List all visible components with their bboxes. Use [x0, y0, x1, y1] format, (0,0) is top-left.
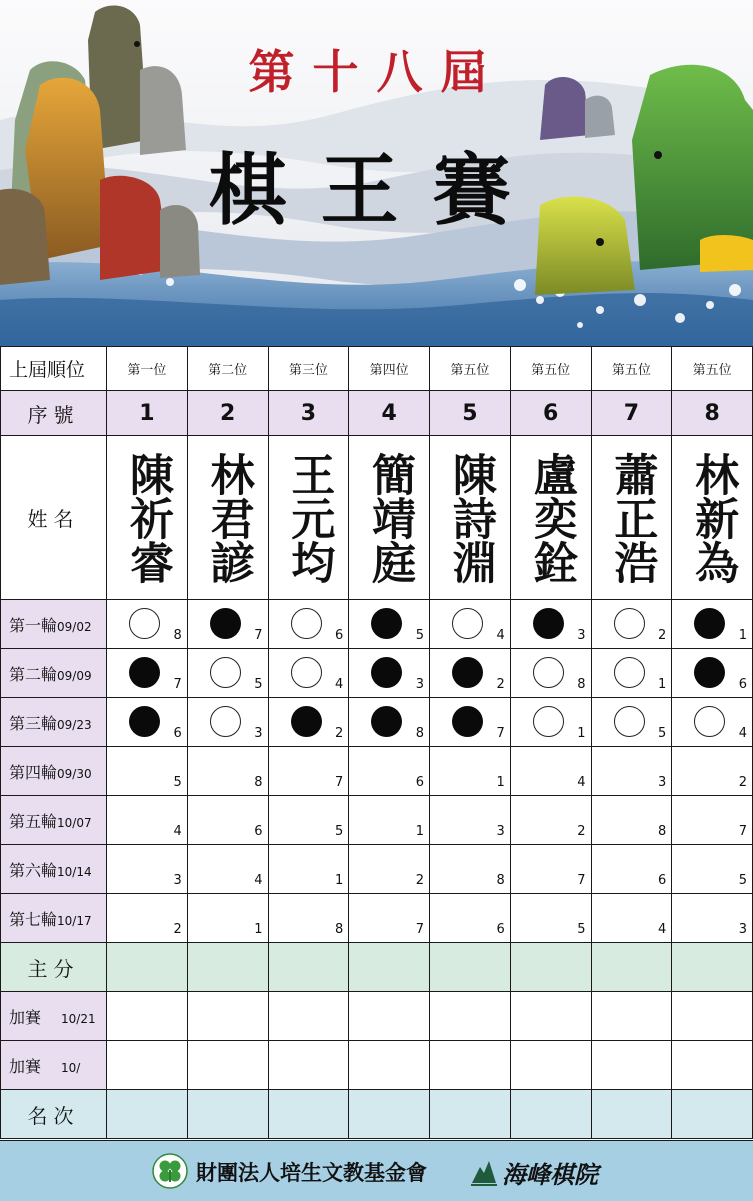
seq-cell: 1: [107, 391, 188, 436]
tiebreak-cell: [430, 1041, 511, 1090]
opponent-number: 3: [657, 775, 667, 790]
white-stone-icon: [452, 608, 483, 639]
opponent-number: 5: [415, 628, 424, 643]
game-cell: [187, 894, 268, 943]
mountain-logo-icon: [470, 1155, 498, 1187]
edition-title: 第十八屆: [248, 45, 505, 99]
opponent-number: 2: [334, 726, 344, 741]
header-banner: [0, 0, 753, 346]
round-date: 10/17: [57, 913, 92, 928]
game-cell: [672, 894, 753, 943]
game-cell: [349, 845, 430, 894]
opponent-number: 3: [254, 726, 263, 741]
player-name: 陳詩淵: [444, 451, 496, 584]
game-cell: [430, 845, 511, 894]
player-name: 林君諺: [202, 451, 254, 584]
game-cell: [107, 600, 188, 649]
opponent-number: 8: [496, 873, 505, 888]
tiebreak-cell: [268, 992, 349, 1041]
standings-table: [0, 346, 753, 1139]
opponent-number: 8: [334, 922, 344, 937]
game-cell: [672, 796, 753, 845]
opponent-number: 5: [173, 775, 182, 790]
opponent-number: 7: [173, 677, 182, 692]
score-cell: [430, 943, 511, 992]
opponent-number: 6: [334, 628, 344, 643]
opponent-number: 5: [334, 824, 344, 839]
opponent-number: 6: [496, 922, 505, 937]
round-name: 第二輪: [9, 664, 58, 684]
score-cell: [268, 943, 349, 992]
score-cell: [591, 943, 672, 992]
score-cell: [510, 943, 591, 992]
player-name-cell: [591, 436, 672, 600]
tiebreak-cell: [672, 992, 753, 1041]
prev-rank-cell: 第五位: [672, 347, 753, 391]
game-cell: [591, 747, 672, 796]
seq-cell: 2: [187, 391, 268, 436]
game-cell: [268, 845, 349, 894]
game-cell: [510, 600, 591, 649]
game-cell: [672, 747, 753, 796]
seq-cell: 6: [510, 391, 591, 436]
opponent-number: 1: [415, 824, 424, 839]
seq-label: 序號: [1, 391, 107, 436]
tiebreak-cell: [349, 992, 430, 1041]
game-cell: [107, 894, 188, 943]
prev-rank-cell: 第四位: [349, 347, 430, 391]
game-cell: [510, 649, 591, 698]
opponent-number: 2: [173, 922, 182, 937]
opponent-number: 7: [254, 628, 263, 643]
game-cell: [510, 894, 591, 943]
game-cell: [672, 600, 753, 649]
tiebreak-name: 加賽: [9, 1056, 42, 1076]
white-stone-icon: [291, 608, 322, 639]
opponent-number: 2: [657, 628, 667, 643]
name-row: [1, 436, 753, 600]
opponent-number: 1: [496, 775, 505, 790]
rank-label: 名次: [1, 1090, 107, 1139]
opponent-number: 4: [577, 775, 586, 790]
white-stone-icon: [614, 608, 645, 639]
opponent-number: 6: [415, 775, 424, 790]
player-name-cell: [510, 436, 591, 600]
white-stone-icon: [533, 706, 564, 737]
game-cell: [268, 600, 349, 649]
opponent-number: 1: [254, 922, 263, 937]
tiebreak-cell: [268, 1041, 349, 1090]
game-cell: [591, 649, 672, 698]
rank-cell: [349, 1090, 430, 1139]
round-date: 09/23: [57, 717, 92, 732]
round-name: 第五輪: [9, 811, 58, 831]
game-cell: [268, 747, 349, 796]
game-cell: [510, 698, 591, 747]
opponent-number: 4: [334, 677, 344, 692]
tournament-title: 棋王賽: [208, 145, 545, 236]
player-name: 林新為: [687, 451, 739, 584]
black-stone-icon: [129, 706, 160, 737]
prev-rank-cell: 第五位: [510, 347, 591, 391]
prev-rank-cell: 第五位: [430, 347, 511, 391]
opponent-number: 4: [496, 628, 505, 643]
seq-cell: 4: [349, 391, 430, 436]
tiebreak-cell: [107, 992, 188, 1041]
player-name-cell: [349, 436, 430, 600]
tiebreak-row: [1, 1041, 753, 1090]
tiebreak-cell: [430, 992, 511, 1041]
tiebreak-date: 10/: [61, 1060, 81, 1075]
black-stone-icon: [694, 608, 725, 639]
game-cell: [430, 649, 511, 698]
white-stone-icon: [210, 657, 241, 688]
game-cell: [107, 649, 188, 698]
player-name-cell: [187, 436, 268, 600]
game-cell: [672, 845, 753, 894]
game-cell: [349, 698, 430, 747]
game-cell: [510, 747, 591, 796]
prev-rank-cell: 第三位: [268, 347, 349, 391]
game-cell: [430, 698, 511, 747]
opponent-number: 1: [738, 628, 747, 643]
game-cell: [510, 845, 591, 894]
round-label: [1, 845, 107, 894]
game-cell: [349, 796, 430, 845]
game-cell: [349, 649, 430, 698]
rank-cell: [430, 1090, 511, 1139]
game-cell: [349, 600, 430, 649]
tiebreak-cell: [349, 1041, 430, 1090]
tiebreak-name: 加賽: [9, 1007, 42, 1027]
score-cell: [672, 943, 753, 992]
opponent-number: 8: [173, 628, 182, 643]
tiebreak-label: [1, 1041, 107, 1090]
opponent-number: 1: [577, 726, 586, 741]
round-name: 第六輪: [9, 860, 58, 880]
round-row: [1, 649, 753, 698]
game-cell: [430, 796, 511, 845]
game-cell: [268, 698, 349, 747]
round-name: 第三輪: [9, 713, 58, 733]
rank-cell: [591, 1090, 672, 1139]
score-cell: [187, 943, 268, 992]
player-name-cell: [430, 436, 511, 600]
opponent-number: 4: [657, 922, 667, 937]
rank-cell: [107, 1090, 188, 1139]
game-cell: [349, 747, 430, 796]
opponent-number: 3: [415, 677, 424, 692]
round-row: [1, 600, 753, 649]
rank-cell: [187, 1090, 268, 1139]
opponent-number: 5: [254, 677, 263, 692]
game-cell: [430, 600, 511, 649]
player-name: 陳祈睿: [121, 451, 173, 584]
round-label: [1, 796, 107, 845]
game-cell: [187, 600, 268, 649]
game-cell: [268, 649, 349, 698]
foundation-name: 財團法人培生文教基金會: [196, 1161, 427, 1185]
opponent-number: 2: [415, 873, 424, 888]
academy-name: 海峰棋院: [502, 1160, 598, 1189]
game-cell: [187, 698, 268, 747]
tiebreak-label: [1, 992, 107, 1041]
black-stone-icon: [533, 608, 564, 639]
player-name: 王元均: [283, 451, 335, 584]
game-cell: [510, 796, 591, 845]
score-cell: [349, 943, 430, 992]
game-cell: [591, 698, 672, 747]
opponent-number: 7: [334, 775, 344, 790]
opponent-number: 3: [173, 873, 182, 888]
score-cell: [107, 943, 188, 992]
tiebreak-cell: [107, 1041, 188, 1090]
round-date: 09/30: [57, 766, 92, 781]
black-stone-icon: [129, 657, 160, 688]
opponent-number: 4: [738, 726, 747, 741]
tiebreak-cell: [672, 1041, 753, 1090]
round-row: [1, 796, 753, 845]
black-stone-icon: [452, 657, 483, 688]
white-stone-icon: [129, 608, 160, 639]
rank-cell: [510, 1090, 591, 1139]
white-stone-icon: [614, 706, 645, 737]
opponent-number: 5: [738, 873, 747, 888]
player-name: 簡靖庭: [364, 451, 416, 584]
opponent-number: 7: [415, 922, 424, 937]
game-cell: [107, 698, 188, 747]
game-cell: [107, 796, 188, 845]
round-name: 第七輪: [9, 909, 58, 929]
round-name: 第一輪: [9, 615, 58, 635]
round-row: [1, 894, 753, 943]
opponent-number: 8: [657, 824, 667, 839]
white-stone-icon: [614, 657, 645, 688]
clover-icon: [152, 1153, 188, 1189]
tiebreak-date: 10/21: [61, 1011, 96, 1026]
opponent-number: 1: [657, 677, 667, 692]
opponent-number: 1: [334, 873, 344, 888]
tiebreak-cell: [591, 992, 672, 1041]
round-row: [1, 747, 753, 796]
seq-row: [1, 391, 753, 436]
opponent-number: 6: [254, 824, 263, 839]
game-cell: [591, 600, 672, 649]
opponent-number: 2: [496, 677, 505, 692]
name-label: 姓名: [1, 436, 107, 600]
game-cell: [672, 649, 753, 698]
tiebreak-row: [1, 992, 753, 1041]
tiebreak-cell: [187, 1041, 268, 1090]
player-name-cell: [268, 436, 349, 600]
opponent-number: 6: [173, 726, 182, 741]
seq-cell: 8: [672, 391, 753, 436]
black-stone-icon: [210, 608, 241, 639]
tiebreak-cell: [591, 1041, 672, 1090]
opponent-number: 5: [657, 726, 667, 741]
opponent-number: 3: [577, 628, 586, 643]
black-stone-icon: [452, 706, 483, 737]
game-cell: [591, 894, 672, 943]
prev-rank-label: 上屆順位: [1, 347, 107, 391]
round-date: 10/07: [57, 815, 92, 830]
black-stone-icon: [694, 657, 725, 688]
game-cell: [187, 649, 268, 698]
opponent-number: 2: [577, 824, 586, 839]
rank-cell: [268, 1090, 349, 1139]
round-date: 10/14: [57, 864, 92, 879]
black-stone-icon: [371, 608, 402, 639]
seq-cell: 5: [430, 391, 511, 436]
white-stone-icon: [533, 657, 564, 688]
opponent-number: 2: [738, 775, 747, 790]
prev-rank-cell: 第二位: [187, 347, 268, 391]
white-stone-icon: [210, 706, 241, 737]
round-date: 09/09: [57, 668, 92, 683]
opponent-number: 4: [173, 824, 182, 839]
game-cell: [430, 747, 511, 796]
game-cell: [268, 894, 349, 943]
player-name: 蕭正浩: [606, 451, 658, 584]
game-cell: [591, 796, 672, 845]
round-row: [1, 845, 753, 894]
opponent-number: 5: [577, 922, 586, 937]
tiebreak-cell: [510, 992, 591, 1041]
prev-rank-cell: 第五位: [591, 347, 672, 391]
round-label: [1, 698, 107, 747]
rank-row: [1, 1090, 753, 1139]
player-name: 盧奕銓: [525, 451, 577, 584]
game-cell: [672, 698, 753, 747]
opponent-number: 6: [738, 677, 747, 692]
game-cell: [591, 845, 672, 894]
sponsor-footer: [0, 1140, 753, 1201]
game-cell: [430, 894, 511, 943]
tiebreak-cell: [187, 992, 268, 1041]
game-cell: [107, 845, 188, 894]
game-cell: [187, 747, 268, 796]
round-label: [1, 747, 107, 796]
white-stone-icon: [291, 657, 322, 688]
opponent-number: 8: [577, 677, 586, 692]
game-cell: [187, 796, 268, 845]
round-label: [1, 649, 107, 698]
rank-cell: [672, 1090, 753, 1139]
black-stone-icon: [291, 706, 322, 737]
game-cell: [107, 747, 188, 796]
black-stone-icon: [371, 657, 402, 688]
white-stone-icon: [694, 706, 725, 737]
opponent-number: 7: [577, 873, 586, 888]
opponent-number: 8: [254, 775, 263, 790]
seq-cell: 7: [591, 391, 672, 436]
opponent-number: 3: [496, 824, 505, 839]
prev-rank-cell: 第一位: [107, 347, 188, 391]
seq-cell: 3: [268, 391, 349, 436]
black-stone-icon: [371, 706, 402, 737]
main-score-label: 主分: [1, 943, 107, 992]
game-cell: [268, 796, 349, 845]
opponent-number: 4: [254, 873, 263, 888]
round-row: [1, 698, 753, 747]
opponent-number: 3: [738, 922, 747, 937]
player-name-cell: [672, 436, 753, 600]
opponent-number: 8: [415, 726, 424, 741]
game-cell: [349, 894, 430, 943]
opponent-number: 7: [738, 824, 747, 839]
player-name-cell: [107, 436, 188, 600]
round-date: 09/02: [57, 619, 92, 634]
main-score-row: [1, 943, 753, 992]
round-label: [1, 894, 107, 943]
prev-rank-row: [1, 347, 753, 391]
opponent-number: 6: [657, 873, 667, 888]
tiebreak-cell: [510, 1041, 591, 1090]
round-name: 第四輪: [9, 762, 58, 782]
opponent-number: 7: [496, 726, 505, 741]
game-cell: [187, 845, 268, 894]
round-label: [1, 600, 107, 649]
